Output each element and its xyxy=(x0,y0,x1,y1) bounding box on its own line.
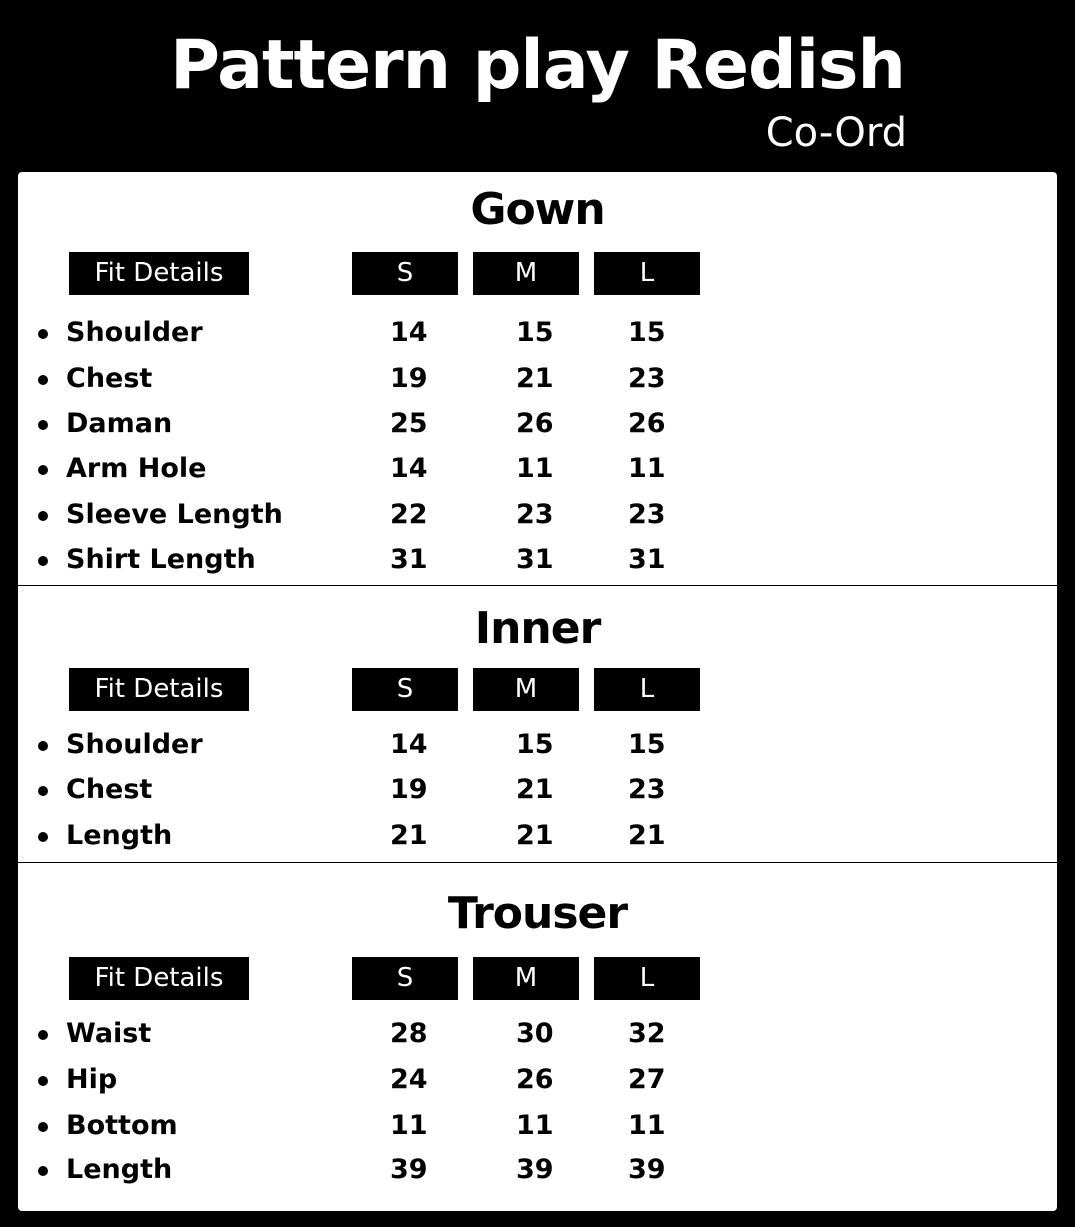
value-m: 26 xyxy=(516,1064,554,1095)
value-s: 19 xyxy=(390,774,428,805)
value-s: 25 xyxy=(390,408,428,439)
value-l: 23 xyxy=(628,363,666,394)
table-row xyxy=(18,816,1057,856)
size-header-s: S xyxy=(352,957,458,1000)
bullet-icon xyxy=(38,832,48,842)
table-row xyxy=(18,404,1057,444)
value-l: 11 xyxy=(628,453,666,484)
fit-details-label: Fit Details xyxy=(69,668,249,711)
fit-details-label: Fit Details xyxy=(69,252,249,295)
value-s: 11 xyxy=(390,1110,428,1141)
value-m: 26 xyxy=(516,408,554,439)
value-m: 15 xyxy=(516,729,554,760)
value-s: 14 xyxy=(390,729,428,760)
size-chart-card xyxy=(18,172,1057,1211)
table-row xyxy=(18,495,1057,535)
row-label: Shoulder xyxy=(66,729,203,760)
row-label: Chest xyxy=(66,363,153,394)
value-l: 23 xyxy=(628,499,666,530)
table-row xyxy=(18,1014,1057,1054)
value-l: 39 xyxy=(628,1154,666,1185)
value-m: 23 xyxy=(516,499,554,530)
table-row xyxy=(18,359,1057,399)
gown-section xyxy=(18,172,1057,585)
table-row xyxy=(18,1060,1057,1100)
fit-details-label: Fit Details xyxy=(69,957,249,1000)
page-subtitle: Co-Ord xyxy=(765,110,907,156)
value-m: 21 xyxy=(516,820,554,851)
size-header-l: L xyxy=(594,957,700,1000)
bullet-icon xyxy=(38,1030,48,1040)
bullet-icon xyxy=(38,1166,48,1176)
bullet-icon xyxy=(38,420,48,430)
size-header-m: M xyxy=(473,252,579,295)
value-m: 15 xyxy=(516,317,554,348)
row-label: Bottom xyxy=(66,1110,178,1141)
row-label: Sleeve Length xyxy=(66,499,283,530)
row-label: Arm Hole xyxy=(66,453,207,484)
header xyxy=(0,0,1075,172)
value-l: 15 xyxy=(628,729,666,760)
bullet-icon xyxy=(38,556,48,566)
value-l: 31 xyxy=(628,544,666,575)
value-l: 15 xyxy=(628,317,666,348)
bullet-icon xyxy=(38,1122,48,1132)
value-m: 39 xyxy=(516,1154,554,1185)
table-row xyxy=(18,770,1057,810)
page-title: Pattern play Redish xyxy=(170,26,905,105)
table-row xyxy=(18,313,1057,353)
bullet-icon xyxy=(38,329,48,339)
value-s: 39 xyxy=(390,1154,428,1185)
section-title-trouser: Trouser xyxy=(447,888,628,939)
row-label: Shoulder xyxy=(66,317,203,348)
value-m: 21 xyxy=(516,363,554,394)
row-label: Length xyxy=(66,1154,173,1185)
size-header-l: L xyxy=(594,252,700,295)
bullet-icon xyxy=(38,375,48,385)
row-label: Daman xyxy=(66,408,173,439)
table-row xyxy=(18,540,1057,580)
bullet-icon xyxy=(38,511,48,521)
table-row xyxy=(18,725,1057,765)
bullet-icon xyxy=(38,741,48,751)
value-s: 28 xyxy=(390,1018,428,1049)
value-l: 21 xyxy=(628,820,666,851)
value-l: 11 xyxy=(628,1110,666,1141)
value-s: 19 xyxy=(390,363,428,394)
value-l: 27 xyxy=(628,1064,666,1095)
size-header-m: M xyxy=(473,957,579,1000)
table-row xyxy=(18,449,1057,489)
value-s: 24 xyxy=(390,1064,428,1095)
row-label: Waist xyxy=(66,1018,152,1049)
table-row xyxy=(18,1150,1057,1190)
value-s: 21 xyxy=(390,820,428,851)
row-label: Length xyxy=(66,820,173,851)
bullet-icon xyxy=(38,465,48,475)
size-header-l: L xyxy=(594,668,700,711)
row-label: Shirt Length xyxy=(66,544,256,575)
size-header-s: S xyxy=(352,668,458,711)
value-s: 22 xyxy=(390,499,428,530)
value-l: 23 xyxy=(628,774,666,805)
value-m: 11 xyxy=(516,1110,554,1141)
value-m: 21 xyxy=(516,774,554,805)
section-title-gown: Gown xyxy=(470,184,605,235)
section-title-inner: Inner xyxy=(474,603,601,654)
size-header-s: S xyxy=(352,252,458,295)
row-label: Chest xyxy=(66,774,153,805)
value-s: 31 xyxy=(390,544,428,575)
value-s: 14 xyxy=(390,453,428,484)
inner-section xyxy=(18,586,1057,862)
value-l: 26 xyxy=(628,408,666,439)
bullet-icon xyxy=(38,786,48,796)
trouser-section xyxy=(18,863,1057,1211)
size-header-m: M xyxy=(473,668,579,711)
value-m: 30 xyxy=(516,1018,554,1049)
table-row xyxy=(18,1106,1057,1146)
row-label: Hip xyxy=(66,1064,118,1095)
value-m: 31 xyxy=(516,544,554,575)
value-m: 11 xyxy=(516,453,554,484)
value-s: 14 xyxy=(390,317,428,348)
bullet-icon xyxy=(38,1076,48,1086)
value-l: 32 xyxy=(628,1018,666,1049)
